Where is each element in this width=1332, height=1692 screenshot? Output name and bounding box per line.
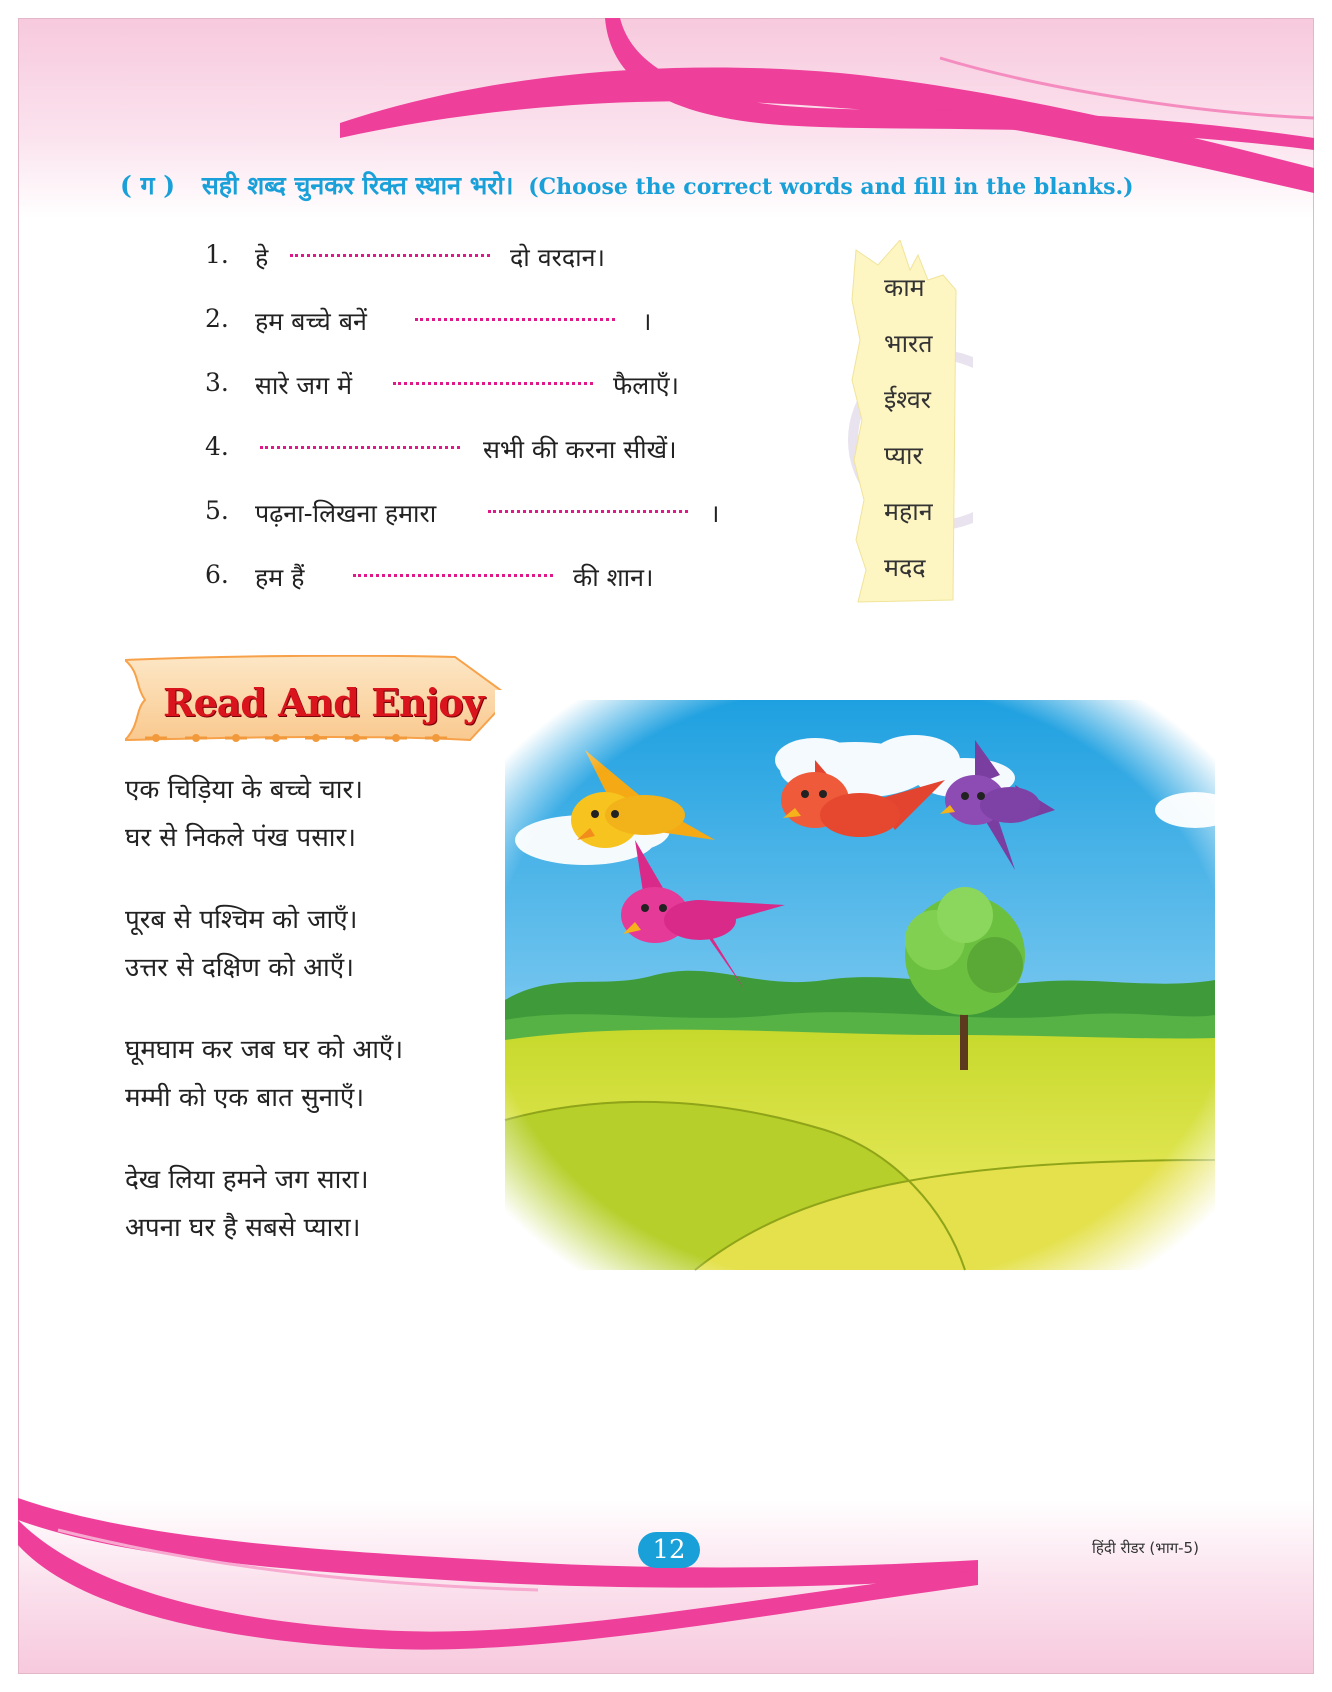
- blank-line: [415, 318, 615, 321]
- word-bank-item: भारत: [884, 329, 933, 358]
- exercise-heading: [120, 168, 1270, 202]
- poem-line: मम्मी को एक बात सुनाएँ।: [125, 1083, 365, 1113]
- item-text-after: ।: [642, 307, 652, 336]
- poem-line: उत्तर से दक्षिण को आएँ।: [125, 953, 354, 983]
- word-bank-item: महान: [884, 497, 933, 526]
- poem-line: घूमघाम कर जब घर को आएँ।: [125, 1035, 404, 1065]
- item-text-after: ।: [710, 499, 720, 528]
- word-bank-item: ईश्वर: [884, 385, 932, 414]
- blank-line: [260, 446, 460, 449]
- item-number: 6.: [205, 560, 229, 589]
- poem-line: अपना घर है सबसे प्यारा।: [125, 1213, 361, 1243]
- book-title: हिंदी रीडर (भाग-5): [1092, 1539, 1199, 1557]
- item-text-before: पढ़ना-लिखना हमारा: [255, 499, 437, 528]
- exercise-label: ( ग ): [120, 171, 176, 200]
- bottom-swoosh: [18, 1490, 978, 1650]
- page-number: 12: [638, 1532, 700, 1568]
- word-bank-item: प्यार: [884, 441, 923, 470]
- blank-line: [488, 510, 688, 513]
- birds-illustration: [495, 690, 1225, 1280]
- item-number: 3.: [205, 368, 229, 397]
- instruction-english: (Choose the correct words and fill in the blanks.): [528, 174, 1134, 200]
- word-bank-item: काम: [884, 273, 925, 302]
- blank-line: [290, 254, 490, 257]
- item-text-before: सारे जग में: [255, 371, 353, 400]
- blank-line: [353, 574, 553, 577]
- item-text-before: हम बच्चे बनें: [255, 307, 367, 336]
- item-number: 1.: [205, 240, 229, 269]
- item-number: 4.: [205, 432, 229, 461]
- item-text-after: सभी की करना सीखें।: [483, 435, 677, 464]
- item-number: 2.: [205, 304, 229, 333]
- poem-line: घर से निकले पंख पसार।: [125, 823, 356, 853]
- item-number: 5.: [205, 496, 229, 525]
- blank-line: [393, 382, 593, 385]
- poem-line: पूरब से पश्चिम को जाएँ।: [125, 905, 358, 935]
- instruction-hindi: सही शब्द चुनकर रिक्त स्थान भरो।: [201, 171, 514, 200]
- banner-title: Read And Enjoy: [163, 680, 484, 725]
- item-text-after: दो वरदान।: [510, 243, 605, 272]
- word-bank-item: मदद: [884, 553, 926, 582]
- item-text-after: की शान।: [573, 563, 654, 592]
- word-bank: [848, 240, 973, 605]
- poem-line: एक चिड़िया के बच्चे चार।: [125, 775, 363, 805]
- banner-dash-decor: [145, 731, 455, 745]
- poem-line: देख लिया हमने जग सारा।: [125, 1165, 369, 1195]
- item-text-before: हम हैं: [255, 563, 305, 592]
- item-text-before: हे: [255, 243, 269, 272]
- item-text-after: फैलाएँ।: [613, 371, 680, 400]
